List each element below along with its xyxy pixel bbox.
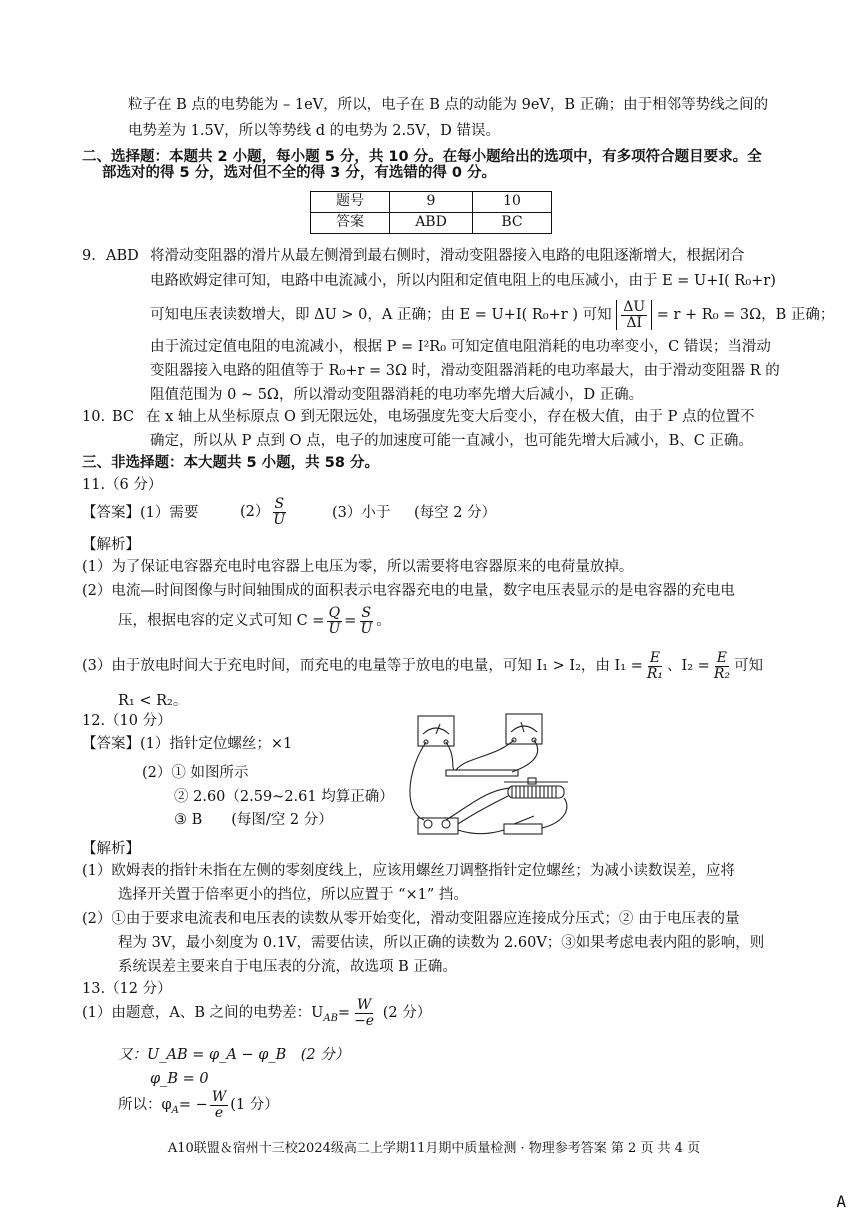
frac-denominator: e [214, 1104, 224, 1121]
frac-numerator: ΔU [623, 299, 646, 315]
q13-line-1 [82, 998, 431, 1028]
fraction [352, 998, 376, 1028]
q11-title: 11.（6 分） [82, 477, 163, 493]
frac-denominator: R₁ [646, 665, 664, 682]
frac-numerator: S [361, 605, 372, 621]
frac-denominator: R₂ [713, 665, 730, 682]
equals-sign: = − [178, 1097, 208, 1114]
q13-line-1-text: (1）由题意，A、B 之间的电势差：U [82, 1005, 324, 1022]
q10-number: 10. [82, 409, 106, 425]
table-cell: 10 [473, 192, 552, 213]
frac-denominator: U [360, 620, 373, 637]
circuit-diagram [396, 712, 590, 844]
intro-line-2: 电势差为 1.5V，所以等势线 d 的电势为 2.5V，D 错误。 [128, 123, 501, 139]
q11-answer-2-label: (2） [240, 504, 270, 521]
q11-analysis-2a: (2）电流—时间图像与时间轴围成的面积表示电容器充电的电量，数字电压表显示的是电容器的充电电 [82, 583, 735, 599]
q13-line-1-score: (2 分） [382, 1005, 432, 1022]
q13-title: 13.（12 分） [82, 981, 172, 997]
frac-numerator: S [274, 496, 285, 512]
abs-fraction [616, 300, 652, 330]
q9-line-3-text: 可知电压表读数增大，即 ΔU > 0，A 正确；由 E = U+I( R₀+r ) 可知 [150, 307, 612, 324]
fraction [645, 651, 665, 681]
table-cell: 答案 [311, 213, 390, 234]
section-2-heading: 二、选择题：本题共 2 小题，每小题 5 分，共 10 分。在每小题给出的选项中，有多项符合题目要求。全 [82, 149, 762, 165]
ammeter-icon [418, 716, 454, 746]
frac-denominator: U [273, 511, 286, 528]
frac-numerator: W [211, 1089, 227, 1105]
q13-line-4 [118, 1090, 279, 1120]
intro-line-1: 粒子在 B 点的电势能为 – 1eV，所以，电子在 B 点的动能为 9eV，B 正确；由于相邻等势线之间的 [128, 97, 769, 113]
q12-analysis-1b: 选择开关置于倍率更小的挡位，所以应置于 “×1” 挡。 [118, 887, 468, 903]
q12-analysis-label: 【解析】 [82, 841, 140, 857]
table-cell: 9 [390, 192, 473, 213]
frac-numerator: Q [328, 605, 341, 621]
q11-answer-1: 【答案】(1）需要 [82, 505, 199, 521]
period: 。 [376, 613, 391, 630]
q11-analysis-3a-text: (3）由于放电时间大于充电时间，而充电的电量等于放电的电量，可知 I₁ > I₂，由 I₁ = [82, 658, 643, 675]
fraction [210, 1090, 228, 1120]
section-3-heading: 三、非选择题：本大题共 5 小题，共 58 分。 [82, 455, 379, 471]
q11-analysis-3b: R₁ < R₂。 [118, 693, 188, 709]
q11-analysis-1: (1）为了保证电容器充电时电容器上电压为零，所以需要将电容器原来的电荷量放掉。 [82, 559, 634, 575]
frac-numerator: E [716, 650, 728, 666]
q11-analysis-3a-mid: 、I₂ = [667, 658, 710, 675]
q11-analysis-2b-text: 压，根据电容的定义式可知 C = [118, 613, 325, 630]
q13-line-4-score: (1 分） [230, 1097, 279, 1114]
frac-denominator: −e [354, 1012, 375, 1029]
q12-answer-2: (2）① 如图所示 [142, 765, 249, 781]
frac-numerator: E [649, 650, 661, 666]
q11-answer-2 [240, 497, 289, 527]
q12-title: 12.（10 分） [82, 713, 172, 729]
q12-analysis-2b: 程为 3V，最小刻度为 0.1V，需要估读，所以正确的读数为 2.60V；③如果考虑电表内阻的影响，则 [118, 935, 765, 951]
q9-line-2: 电路欧姆定律可知，电路中电流减小，所以内阻和定值电阻上的电压减小，由于 E = U+I( R₀+r) [150, 273, 776, 289]
fraction [326, 606, 342, 636]
resistance-wire-icon [446, 770, 518, 776]
subscript: A [171, 1105, 179, 1117]
equals-sign: = [344, 613, 357, 630]
fraction [271, 497, 287, 527]
table-row [311, 213, 552, 234]
q11-analysis-3a-end: 可知 [733, 658, 763, 675]
q12-analysis-2a: (2）①由于要求电流表和电压表的读数从零开始变化，滑动变阻器应连接成分压式；② 由于电压表的量 [82, 911, 740, 927]
fraction [712, 651, 732, 681]
switch-icon [504, 824, 542, 834]
frac-denominator: U [328, 620, 341, 637]
q10-answer: BC [112, 409, 135, 425]
q13-line-4-text: 所以：φ [118, 1097, 172, 1114]
q11-analysis-2b [118, 606, 391, 636]
q13-line-3: φ_B = 0 [150, 1071, 209, 1087]
voltmeter-icon [506, 714, 542, 744]
fraction [358, 606, 374, 636]
corner-mark: A [836, 1192, 846, 1211]
q9-line-4: 由于流过定值电阻的电流减小，根据 P = I²R₀ 可知定值电阻消耗的电功率变小，C 错误；当滑动 [150, 339, 771, 355]
frac-numerator: W [356, 997, 372, 1013]
q12-answer-1: 【答案】(1）指针定位螺丝；×1 [82, 736, 293, 752]
q10-line-1: 在 x 轴上从坐标原点 O 到无限远处，电场强度先变大后变小，存在极大值，由于 P 点的位置不 [146, 409, 755, 425]
answer-table [310, 191, 552, 234]
page-footer: A10联盟＆宿州十三校2024级高二上学期11月期中质量检测 · 物理参考答案 第 2 页 共 4 页 [167, 1141, 701, 1156]
q12-analysis-2c: 系统误差主要来自于电压表的分流，故选项 B 正确。 [118, 959, 457, 975]
q9-line-5: 变阻器接入电路的阻值等于 R₀+r = 3Ω 时，滑动变阻器消耗的电功率最大，由于滑动变阻器 R 的 [150, 363, 780, 379]
q12-analysis-1a: (1）欧姆表的指针未指在左侧的零刻度线上，应该用螺丝刀调整指针定位螺丝；为减小读数误差，应将 [82, 863, 735, 879]
q13-line-2: 又：U_AB = φ_A − φ_B (2 分） [118, 1047, 350, 1063]
q12-answer-3: ② 2.60（2.59~2.61 均算正确） [174, 789, 394, 805]
q9-line-3-end: = r + R₀ = 3Ω，B 正确； [656, 307, 835, 324]
table-cell: BC [473, 213, 552, 234]
q11-analysis-3a [82, 651, 763, 681]
table-row [311, 192, 552, 213]
q9-answer: ABD [106, 248, 139, 264]
q10-line-2: 确定，所以从 P 点到 O 点，电子的加速度可能一直减小，也可能先增大后减小，B、C 正确。 [150, 433, 753, 449]
q12-answer-4: ③ B (每图/空 2 分） [174, 812, 333, 828]
section-2-heading-cont: 部选对的得 5 分，选对但不全的得 3 分，有选错的得 0 分。 [102, 165, 497, 181]
q9-line-6: 阻值范围为 0 ~ 5Ω，所以滑动变阻器消耗的电功率先增大后减小，D 正确。 [150, 387, 644, 403]
q9-line-1: 将滑动变阻器的滑片从最左侧滑到最右侧时，滑动变阻器接入电路的电阻逐渐增大，根据闭合 [150, 248, 745, 264]
q11-analysis-label: 【解析】 [82, 537, 140, 553]
q11-answer-3: (3）小于 [332, 505, 391, 521]
frac-denominator: ΔI [626, 314, 642, 331]
table-cell: 题号 [311, 192, 390, 213]
table-cell: ABD [390, 213, 473, 234]
q9-number: 9. [82, 248, 96, 264]
q11-score-note: (每空 2 分） [414, 505, 497, 521]
equals-sign: = [337, 1005, 351, 1022]
q9-line-3 [150, 300, 834, 330]
subscript: AB [323, 1013, 338, 1025]
